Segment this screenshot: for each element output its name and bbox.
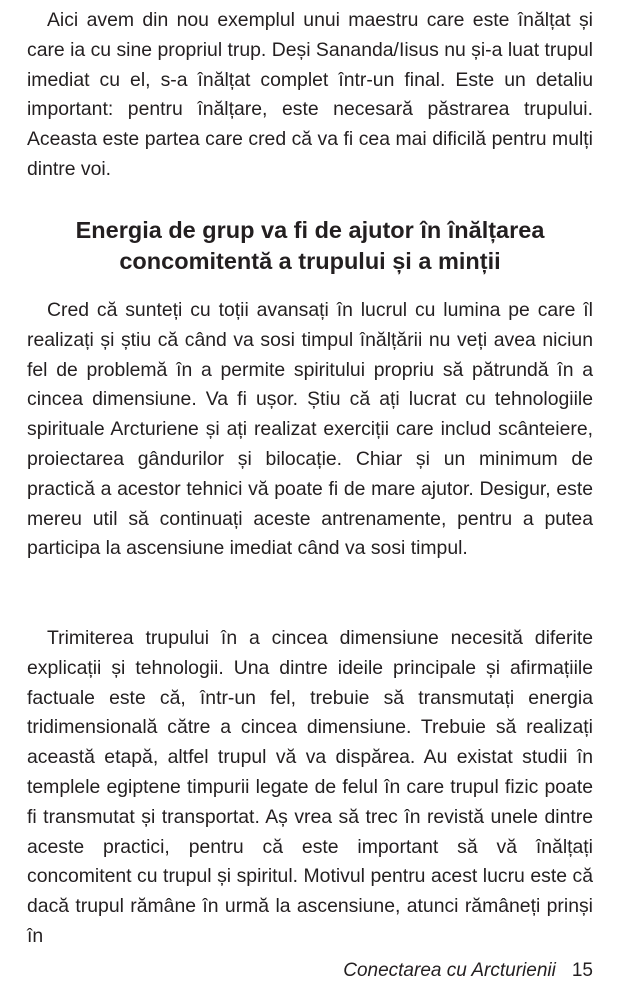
page-number: 15 xyxy=(571,960,593,981)
section-heading-line-2: concomitentă a trupului și a minții xyxy=(119,248,501,274)
section-heading-line-1: Energia de grup va fi de ajutor în înălțarea xyxy=(75,217,545,243)
page-footer xyxy=(343,958,593,984)
body-paragraph: Cred că sunteți cu toții avansați în lucrul cu lumina pe care îl realizați și știu că când va sosi timpul înălțării nu veți avea niciun fel de problemă în a permite spiritului propriu să pătrundă în a cincea dimensiune. Va fi ușor. Știu că ați lucrat cu tehnologiile spirituale Arcturiene și ați realizat exerciții care includ scânteiere, proiectarea gândurilor și bilocație. Chiar și un minimum de practică a acestor tehnici vă poate fi de mare ajutor. Desigur, este mereu util să continuați aceste antrenamente, pentru a putea participa la ascensiune imediat când va sosi timpul. xyxy=(27,299,593,560)
body-paragraph: Trimiterea trupului în a cincea dimensiune necesită diferite explicații și tehnologii. Una dintre ideile principale și afirmațiile factuale este că, într-un fel, trebuie să transmutați energia tridimensională către a cincea dimensiune. Trebuie să realizați această etapă, altfel trupul vă va dispărea. Au existat studii în templele egiptene timpurii legate de felul în care trupul fizic poate fi transmutat și transportat. Aș vrea să trec în revistă unele dintre aceste practici, pentru că este important să vă înălțați concomitent cu trupul și spiritul. Motivul pentru acest lucru este că dacă trupul rămâne în urmă la ascensiune, atunci rămâneți prinși în xyxy=(27,627,593,947)
running-footer-title: Conectarea cu Arcturienii xyxy=(343,960,556,981)
body-paragraph: Aici avem din nou exemplul unui maestru care este înălțat și care ia cu sine propriul trup. Deși Sananda/Iisus nu și-a luat trupul imediat cu el, s-a înălțat complet într-un final. Este un detaliu important: pentru înălțare, este necesară păstrarea trupului. Aceasta este partea care cred că va fi cea mai dificilă pentru mulți dintre voi. xyxy=(27,9,593,180)
section-heading xyxy=(27,215,593,277)
book-page xyxy=(27,0,593,1000)
